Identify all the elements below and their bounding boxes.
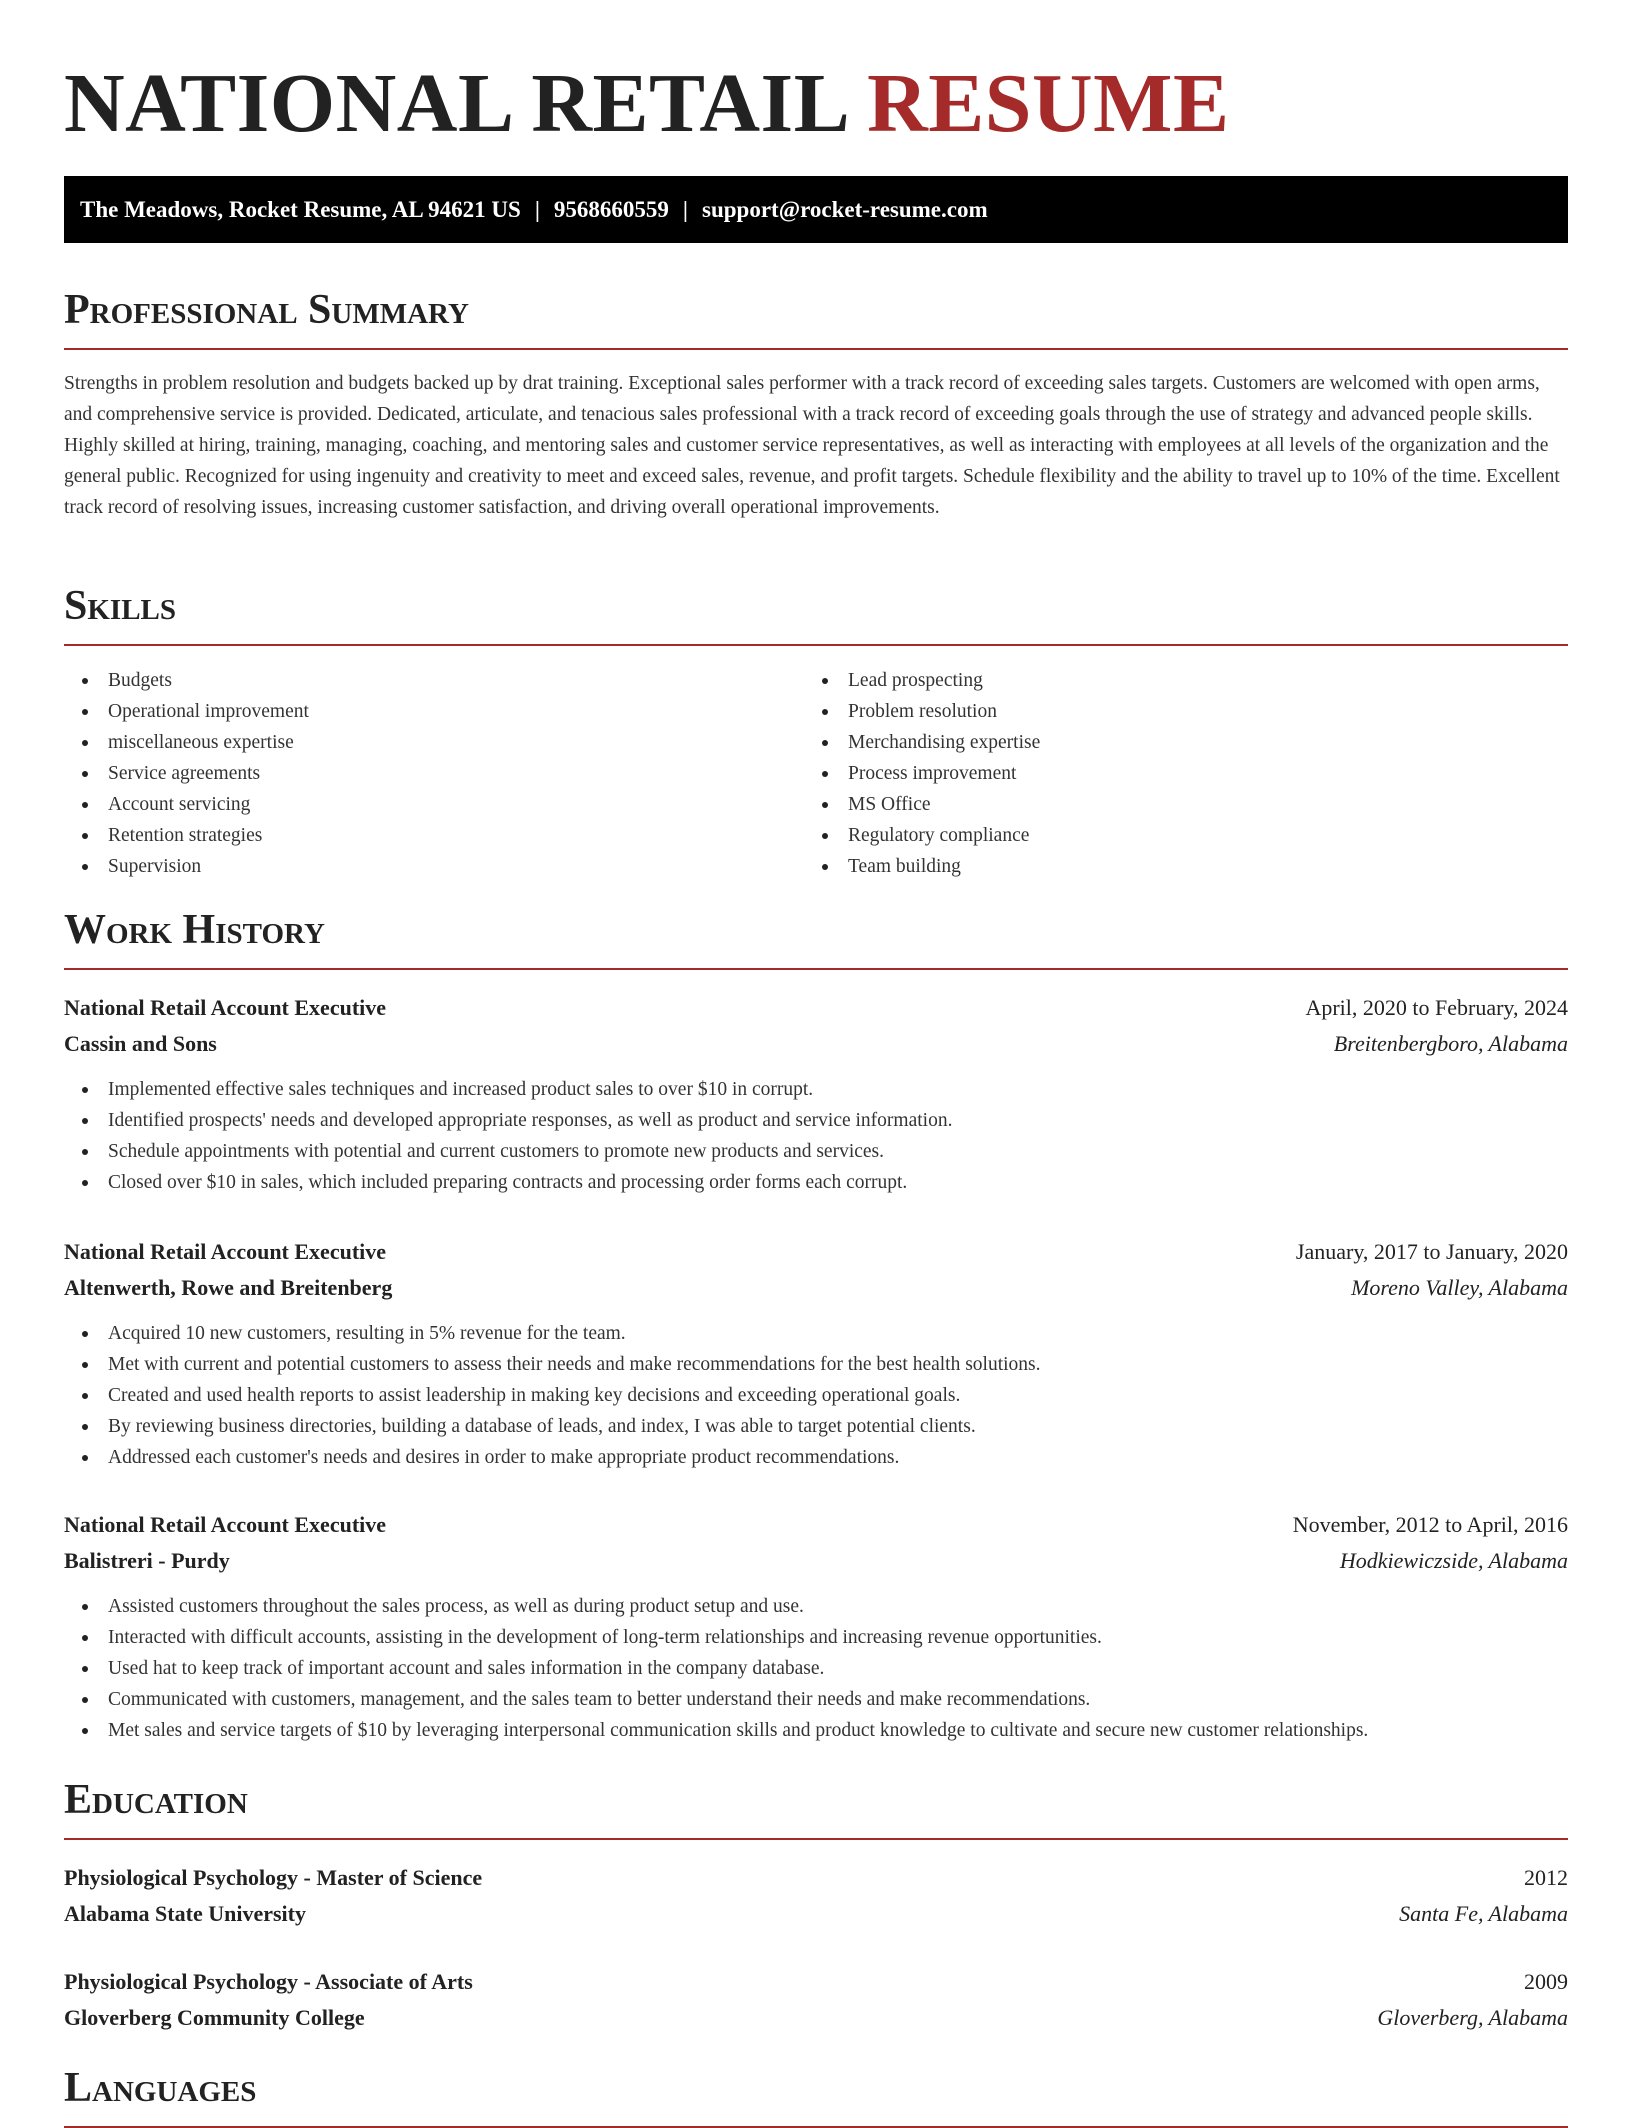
education-entry xyxy=(64,1964,1568,2036)
contact-separator: | xyxy=(682,197,688,222)
summary-text: Strengths in problem resolution and budgets backed up by drat training. Exceptional sales performer with a track record of exceeding sales targets. Customers are welcomed with open arms, and comprehensive service is provided. Dedicated, articulate, and tenacious sales professional with a track record of exceeding goals through the use of strategy and advanced people skills. Highly skilled at hiring, training, managing, coaching, and mentoring sales and customer service representatives, as well as interacting with employees at all levels of the organization and the general public. Recognized for using ingenuity and creativity to meet and exceed sales, revenue, and profit targets. Schedule flexibility and the ability to travel up to 10% of the time. Excellent track record of resolving issues, increasing customer satisfaction, and driving overall operational improvements. xyxy=(64,373,1560,518)
education-degree: Physiological Psychology - Master of Science xyxy=(64,1865,483,1890)
job-entry xyxy=(64,1507,1568,1746)
job-bullets xyxy=(64,1318,1568,1473)
job-dates: April, 2020 to February, 2024 xyxy=(1305,995,1568,1020)
skill-item: MS Office xyxy=(804,789,1040,820)
job-company: Balistreri - Purdy xyxy=(64,1548,230,1573)
job-location: Breitenbergboro, Alabama xyxy=(1333,1031,1568,1056)
skill-item: Lead prospecting xyxy=(804,665,1040,696)
skill-item: Problem resolution xyxy=(804,696,1040,727)
job-location: Hodkiewiczside, Alabama xyxy=(1339,1548,1568,1573)
skills-column-left xyxy=(64,665,309,882)
job-dates: November, 2012 to April, 2016 xyxy=(1292,1512,1568,1537)
job-bullet: Acquired 10 new customers, resulting in 5% revenue for the team. xyxy=(64,1318,1568,1349)
job-title: National Retail Account Executive xyxy=(64,995,387,1020)
work-history-heading: Work History xyxy=(64,904,1568,970)
skill-item: Budgets xyxy=(64,665,309,696)
education-school: Alabama State University xyxy=(64,1901,306,1926)
job-entry xyxy=(64,1234,1568,1473)
job-bullet: Met sales and service targets of $10 by leveraging interpersonal communication skills and product knowledge to cultivate and secure new customer relationships. xyxy=(64,1715,1568,1746)
contact-separator: | xyxy=(534,197,540,222)
job-bullet: Assisted customers throughout the sales process, as well as during product setup and use. xyxy=(64,1591,1568,1622)
name-main: NATIONAL RETAIL xyxy=(64,57,846,150)
job-bullet: Schedule appointments with potential and current customers to promote new products and services. xyxy=(64,1136,1568,1167)
skill-item: Operational improvement xyxy=(64,696,309,727)
job-bullets xyxy=(64,1074,1568,1198)
job-dates: January, 2017 to January, 2020 xyxy=(1295,1239,1568,1264)
skill-item: Account servicing xyxy=(64,789,309,820)
education-year: 2012 xyxy=(1524,1865,1568,1890)
resume-title xyxy=(64,54,1229,154)
job-bullets xyxy=(64,1591,1568,1746)
job-bullet: Met with current and potential customers to assess their needs and make recommendations for the best health solutions. xyxy=(64,1349,1568,1380)
skill-item: Team building xyxy=(804,851,1040,882)
job-bullet: Closed over $10 in sales, which included preparing contracts and processing order forms each corrupt. xyxy=(64,1167,1568,1198)
job-title: National Retail Account Executive xyxy=(64,1239,387,1264)
skill-item: Process improvement xyxy=(804,758,1040,789)
job-title: National Retail Account Executive xyxy=(64,1512,387,1537)
skill-item: Retention strategies xyxy=(64,820,309,851)
contact-address: The Meadows, Rocket Resume, AL 94621 US xyxy=(80,197,521,222)
contact-bar xyxy=(64,176,1568,243)
job-bullet: By reviewing business directories, building a database of leads, and index, I was able to target potential clients. xyxy=(64,1411,1568,1442)
job-bullet: Created and used health reports to assist leadership in making key decisions and exceeding operational goals. xyxy=(64,1380,1568,1411)
languages-heading: Languages xyxy=(64,2062,1568,2128)
skills-column-right xyxy=(804,665,1040,882)
education-school: Gloverberg Community College xyxy=(64,2005,365,2030)
education-entry xyxy=(64,1860,1568,1932)
job-bullet: Interacted with difficult accounts, assisting in the development of long-term relationships and increasing revenue opportunities. xyxy=(64,1622,1568,1653)
job-location: Moreno Valley, Alabama xyxy=(1351,1275,1568,1300)
education-degree: Physiological Psychology - Associate of Arts xyxy=(64,1969,473,1994)
contact-phone: 9568660559 xyxy=(553,197,669,222)
job-entry xyxy=(64,990,1568,1198)
education-heading: Education xyxy=(64,1774,1568,1840)
name-accent: RESUME xyxy=(867,57,1230,150)
job-company: Altenwerth, Rowe and Breitenberg xyxy=(64,1275,393,1300)
job-bullet: Used hat to keep track of important account and sales information in the company database. xyxy=(64,1653,1568,1684)
job-company: Cassin and Sons xyxy=(64,1031,217,1056)
job-bullet: Addressed each customer's needs and desires in order to make appropriate product recommendations. xyxy=(64,1442,1568,1473)
contact-email: support@rocket-resume.com xyxy=(702,197,988,222)
job-bullet: Implemented effective sales techniques and increased product sales to over $10 in corrupt. xyxy=(64,1074,1568,1105)
skill-item: Regulatory compliance xyxy=(804,820,1040,851)
job-bullet: Communicated with customers, management, and the sales team to better understand their needs and make recommendations. xyxy=(64,1684,1568,1715)
skill-item: miscellaneous expertise xyxy=(64,727,309,758)
job-bullet: Identified prospects' needs and developed appropriate responses, as well as product and service information. xyxy=(64,1105,1568,1136)
skill-item: Service agreements xyxy=(64,758,309,789)
education-location: Santa Fe, Alabama xyxy=(1399,1901,1568,1926)
summary-heading: Professional Summary xyxy=(64,284,1568,350)
education-year: 2009 xyxy=(1524,1969,1568,1994)
skills-heading: Skills xyxy=(64,580,1568,646)
skill-item: Supervision xyxy=(64,851,309,882)
skill-item: Merchandising expertise xyxy=(804,727,1040,758)
education-location: Gloverberg, Alabama xyxy=(1377,2005,1568,2030)
